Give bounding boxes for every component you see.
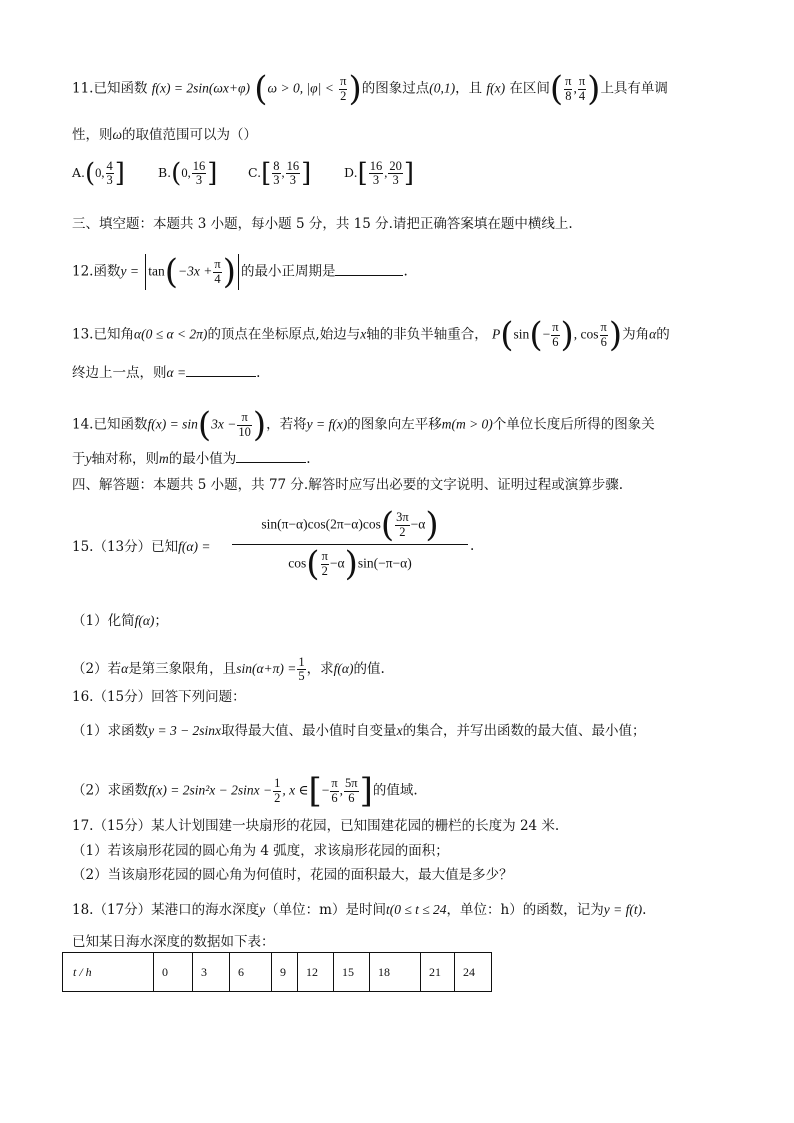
- q15-part2: （2）若α是第三象限角，且sin(α+π) = $\frac{1}{5}$ ，求f(α)的值.: [72, 655, 385, 684]
- section-3-heading: 三、填空题：本题共 3 小题，每小题 5 分，共 15 分.请把正确答案填在题中横线上.: [72, 216, 573, 232]
- option-c: C.[ $\frac{8}{3}$ , $\frac{16}{3}$ ]: [248, 158, 312, 189]
- table-cell: 21: [421, 953, 455, 992]
- answer-blank[interactable]: [186, 375, 256, 377]
- q11-line2: 性，则ω的取值范围可以为（）: [72, 127, 258, 143]
- frac-pi-2: $\frac{\pi}{2}$: [340, 74, 347, 103]
- section-4-heading: 四、解答题：本题共 5 小题，共 77 分.解答时应写出必要的文字说明、证明过程或演算步骤.: [72, 477, 624, 493]
- q15-fraction: [232, 505, 468, 584]
- option-b: B.(0, $\frac{16}{3}$ ]: [158, 158, 218, 189]
- q13-line2: 终边上一点，则α = .: [72, 365, 261, 381]
- table-cell: 18: [370, 953, 421, 992]
- table-cell: 12: [298, 953, 334, 992]
- table-row: [63, 953, 492, 992]
- q17-part1: （1）若该扇形花园的圆心角为 4 弧度，求该扇形花园的面积；: [72, 843, 449, 859]
- q15-numerator: sin(π−α)cos(2π−α)cos( $\frac{3\pi}{2}$ −α): [232, 508, 468, 545]
- table-cell: 6: [230, 953, 272, 992]
- answer-blank[interactable]: [335, 274, 403, 276]
- q16-part2: （2）求函数f(x) = 2sin²x − 2sinx − $\frac{1}{2}$ , x ∈[− $\frac{\pi}{6}$ , $\frac{5\pi}{6}$ ]的值域.: [72, 771, 418, 811]
- q17-part2: （2）当该扇形花园的圆心角为何值时，花园的面积最大，最大值是多少？: [72, 867, 513, 883]
- option-d: D.[ $\frac{16}{3}$ , $\frac{20}{3}$ ]: [344, 158, 414, 189]
- q13-line1: 13.已知角α(0 ≤ α < 2π)的顶点在坐标原点,始边与x轴的非负半轴重合， P(sin(− $\frac{\pi}{6}$ ), cos $\frac{\pi}{6}$ )为角α的: [72, 315, 670, 355]
- q11-line1: 11.已知函数 f(x) = 2sin(ωx+φ) (ω > 0, |φ| < $\frac{\pi}{2}$ )的图象过点(0,1)，且 f(x) 在区间( $\frac{\pi}{8}$ , $\frac{\pi}{4}$ )上具有单调: [72, 69, 668, 109]
- answer-blank[interactable]: [236, 461, 306, 463]
- q14-line2: 于y轴对称，则m的最小值为 .: [72, 451, 311, 467]
- q15-stem: 15.（13分）已知f(α) =: [72, 539, 211, 555]
- q14-line1: 14.已知函数f(x) = sin(3x − $\frac{\pi}{10}$ )，若将y = f(x)的图象向左平移m(m > 0)个单位长度后所得的图象关: [72, 405, 655, 445]
- table-cell: 3: [193, 953, 230, 992]
- q18-head: 18.（17分）某港口的海水深度y（单位：m）是时间t(0 ≤ t ≤ 24，单位：h）的函数，记为y = f(t).: [72, 902, 647, 918]
- table-cell: 15: [334, 953, 370, 992]
- table-cell: 0: [154, 953, 193, 992]
- q17-head: 17.（15分）某人计划围建一块扇形的花园，已知围建花园的栅栏的长度为 24 米.: [72, 818, 560, 834]
- table-cell: 24: [455, 953, 492, 992]
- table-cell: 9: [272, 953, 298, 992]
- exam-page: 11.已知函数 f(x) = 2sin(ωx+φ) (ω > 0, |φ| < $\frac{\pi}{2}$ )的图象过点(0,1)，且 f(x) 在区间( $\frac{\pi}{8}$ , $\frac{\pi}{4}$ )上具有单调 性，则ω的取值范围可以为（） A.(0, $\frac{4}{3}$ ] B.(0, $\frac{16}{3}$ ] C.[ $\frac{8}{3}$ , $\frac{16}{3}$ ] D.[ $\frac{16}{3}$ , $\frac{20}{3}$ ] 三、填空题：本题共 3 小题，每小题 5 分，共 15 分.请把正确答案填在题中横线上. 12.函数y = tan(−3x + $\frac{\pi}{4}$ ) 的最小正周期是 . 13.已知角α(0 ≤ α < 2π)的顶点在坐标原点,始边与x轴的非负半轴重合， P(sin(− $\frac{\pi}{6}$ ), cos $\frac{\pi}{6}$ )为角α的 终边上一点，则α = . 14.已知函数f(x) = sin(3x − $\frac{\pi}{10}$ )，若将y = f(x)的图象向左平移m(m > 0)个单位长度后所得的图象关 于y轴对称，则m的最小值为 . 四、解答题：本题共 5 小题，共 77 分.解答时应写出必要的文字说明、证明过程或演算步骤. 15.（13分）已知f(α) = sin(π−α)cos(2π−α)cos( $\frac{3\pi}{2}$ −α) cos( $\frac{\pi}{2}$ −α)sin(−π−α) . （1）化简f(α)； （2）若α是第三象限角，且sin(α+π) = $\frac{1}{5}$ ，求f(α)的值. 16.（15分）回答下列问题： （1）求函数y = 3 − 2sinx取得最大值、最小值时自变量x的集合，并写出函数的最大值、最小值； （2）求函数f(x) = 2sin²x − 2sinx − $\frac{1}{2}$ , x ∈[− $\frac{\pi}{6}$ , $\frac{5\pi}{6}$ ]的值域. 17.（15分）某人计划围建一块扇形的花园，已知围建花园的栅栏的长度为 24 米. （1）若该扇形花园的圆心角为 4 弧度，求该扇形花园的面积； （2）当该扇形花园的圆心角为何值时，花园的面积最大，最大值是多少？ 18.（17分）某港口的海水深度y（单位：m）是时间t(0 ≤ t ≤ 24，单位：h）的函数，记为y = f(t). 已知某日海水深度的数据如下表： t / h 0 3 6 9 12 15 18 21 24: [0, 0, 794, 1123]
- table-header-cell: t / h: [63, 953, 154, 992]
- q16-head: 16.（15分）回答下列问题：: [72, 689, 246, 705]
- q15-part1: （1）化简f(α)；: [72, 613, 168, 629]
- q16-part1: （1）求函数y = 3 − 2sinx取得最大值、最小值时自变量x的集合，并写出函数的最大值、最小值；: [72, 723, 646, 739]
- depth-table: [62, 952, 492, 992]
- q18-line2: 已知某日海水深度的数据如下表：: [72, 934, 275, 950]
- q12: 12.函数y = tan(−3x + $\frac{\pi}{4}$ ) 的最小正周期是 .: [72, 252, 408, 292]
- q15-denominator: cos( $\frac{\pi}{2}$ −α)sin(−π−α): [288, 544, 412, 584]
- option-a: A.(0, $\frac{4}{3}$ ]: [72, 158, 125, 189]
